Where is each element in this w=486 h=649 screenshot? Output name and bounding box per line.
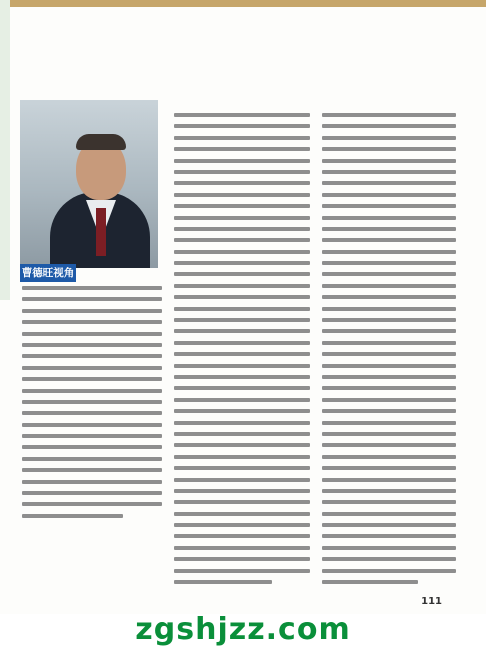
text-line — [174, 193, 310, 197]
text-line — [174, 569, 310, 573]
text-line — [174, 352, 310, 356]
text-line — [174, 523, 310, 527]
text-line — [322, 318, 456, 322]
text-line — [322, 227, 456, 231]
text-line — [22, 400, 162, 404]
text-line — [22, 480, 162, 484]
middle-column-text — [174, 113, 310, 591]
text-line — [22, 343, 162, 347]
text-line — [322, 238, 456, 242]
text-line — [174, 124, 310, 128]
text-line — [322, 352, 456, 356]
text-line — [174, 466, 310, 470]
text-line — [22, 377, 162, 381]
photo-tie-shape — [96, 208, 106, 256]
text-line — [322, 443, 456, 447]
photo-caption-tag: 曹德旺视角 — [20, 264, 76, 282]
text-line — [174, 204, 310, 208]
page-number: 111 — [421, 596, 442, 607]
text-line — [174, 478, 310, 482]
text-line — [322, 523, 456, 527]
text-line — [22, 366, 162, 370]
text-line — [174, 238, 310, 242]
text-line — [174, 375, 310, 379]
text-line — [322, 250, 456, 254]
text-line — [22, 320, 162, 324]
text-line — [174, 580, 272, 584]
portrait-photo — [20, 100, 158, 268]
text-line — [322, 580, 418, 584]
text-line — [322, 307, 456, 311]
text-line — [22, 445, 162, 449]
text-line — [322, 272, 456, 276]
text-line — [174, 364, 310, 368]
photo-hair-shape — [76, 134, 126, 150]
text-line — [322, 113, 456, 117]
text-line — [322, 147, 456, 151]
text-line — [322, 409, 456, 413]
text-line — [174, 398, 310, 402]
text-line — [322, 341, 456, 345]
text-line — [322, 193, 456, 197]
text-line — [322, 534, 456, 538]
text-line — [174, 113, 310, 117]
text-line — [22, 491, 162, 495]
text-line — [174, 409, 310, 413]
text-line — [322, 375, 456, 379]
text-line — [322, 466, 456, 470]
text-line — [174, 341, 310, 345]
text-line — [22, 411, 162, 415]
text-line — [174, 534, 310, 538]
text-line — [322, 329, 456, 333]
text-line — [22, 286, 162, 290]
site-watermark: zgshjzz.com — [135, 612, 351, 647]
text-line — [322, 432, 456, 436]
text-line — [174, 136, 310, 140]
text-line — [174, 329, 310, 333]
text-line — [174, 443, 310, 447]
text-line — [174, 295, 310, 299]
text-line — [22, 468, 162, 472]
left-decorative-strip — [0, 0, 10, 300]
text-line — [322, 136, 456, 140]
text-line — [322, 386, 456, 390]
text-line — [22, 457, 162, 461]
text-line — [322, 261, 456, 265]
text-line — [174, 261, 310, 265]
text-line — [322, 181, 456, 185]
text-line — [322, 364, 456, 368]
text-line — [174, 455, 310, 459]
right-column-text — [322, 113, 456, 591]
text-line — [322, 124, 456, 128]
text-line — [174, 421, 310, 425]
text-line — [322, 569, 456, 573]
text-line — [174, 216, 310, 220]
text-line — [174, 307, 310, 311]
text-line — [22, 354, 162, 358]
text-line — [322, 159, 456, 163]
text-line — [22, 502, 162, 506]
text-line — [174, 546, 310, 550]
text-line — [174, 284, 310, 288]
text-line — [322, 455, 456, 459]
text-line — [174, 250, 310, 254]
text-line — [322, 170, 456, 174]
text-line — [322, 478, 456, 482]
text-line — [174, 432, 310, 436]
text-line — [322, 421, 456, 425]
text-line — [322, 398, 456, 402]
text-line — [22, 297, 162, 301]
text-line — [22, 434, 162, 438]
text-line — [322, 204, 456, 208]
text-line — [174, 170, 310, 174]
text-line — [174, 159, 310, 163]
text-line — [174, 272, 310, 276]
text-line — [322, 489, 456, 493]
top-decorative-band — [0, 0, 486, 7]
text-line — [322, 546, 456, 550]
text-line — [174, 512, 310, 516]
text-line — [174, 557, 310, 561]
text-line — [22, 309, 162, 313]
text-line — [174, 386, 310, 390]
text-line — [174, 181, 310, 185]
text-line — [322, 512, 456, 516]
text-line — [22, 389, 162, 393]
text-line — [322, 216, 456, 220]
text-line — [22, 514, 123, 518]
text-line — [22, 423, 162, 427]
left-column-text — [22, 286, 162, 525]
text-line — [322, 295, 456, 299]
text-line — [174, 489, 310, 493]
text-line — [174, 147, 310, 151]
text-line — [174, 500, 310, 504]
text-line — [22, 332, 162, 336]
text-line — [322, 500, 456, 504]
text-line — [174, 318, 310, 322]
text-line — [174, 227, 310, 231]
text-line — [322, 284, 456, 288]
text-line — [322, 557, 456, 561]
